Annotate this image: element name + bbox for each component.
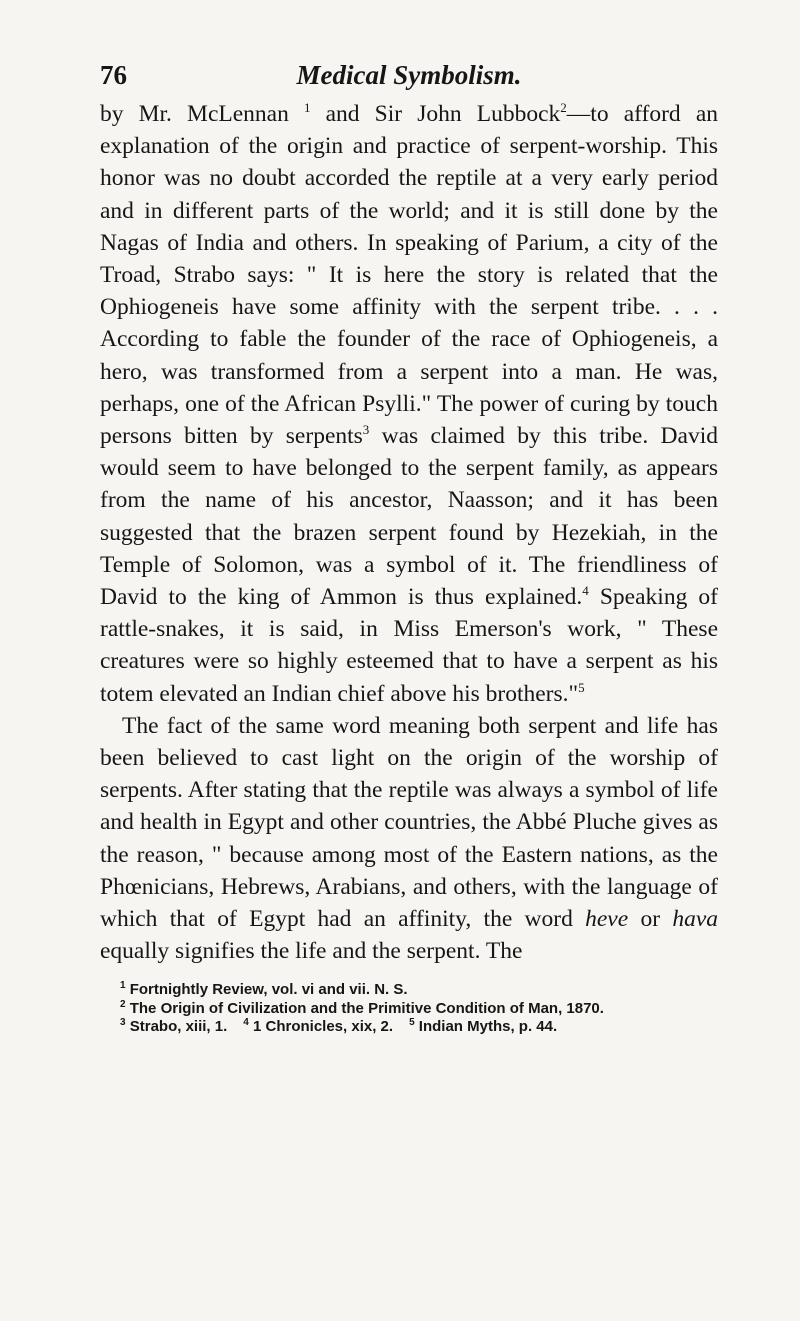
footnote-text: Strabo, xiii, 1.	[129, 1018, 228, 1036]
footnote-row-3-4-5	[120, 1018, 718, 1037]
footnote-ref-3: 3	[362, 422, 370, 438]
footnote-text: Fortnightly Review, vol. vi and vii. N. S.	[129, 981, 408, 999]
text-run: equally signifies the life and the serpent. The	[100, 938, 523, 965]
italic-word-heve: heve	[585, 906, 629, 933]
text-run: The fact of the same word meaning both serpent and life has been believed to cast light on the origin of the worship of serpents. After stating that the reptile was always a symbol of life and health in Egypt and other countries, the Abbé Pluche gives as the reason, " because among most of the Eastern nations, as the Phœnicians, Hebrews, Arabians, and others, with the language of which that of Egypt had an affinity, the word	[100, 712, 718, 933]
text-run: was claimed by this tribe. David would seem to have belonged to the serpent family, as appears from the name of his ancestor, Naasson; and it has been suggested that the brazen serpent found by Hezekiah, in the Temple of Solomon, was a symbol of it. The friendliness of David to the king of Ammon is thus explained.	[100, 423, 718, 611]
text-run: by Mr. McLennan	[100, 101, 304, 127]
paragraph-continued	[100, 98, 718, 710]
page-number: 76	[100, 60, 127, 90]
footnote-ref-4: 4	[582, 583, 589, 599]
footnotes	[100, 981, 718, 1037]
footnote-ref-5: 5	[578, 679, 585, 695]
footnote-ref-1: 1	[303, 100, 311, 116]
italic-word-hava: hava	[672, 906, 718, 933]
footnote-text: Indian Myths, p. 44.	[418, 1018, 558, 1036]
footnote-mark: 2	[120, 998, 126, 1010]
footnote-text: 1 Chronicles, xix, 2.	[253, 1018, 394, 1036]
text-run: Speaking of rattle-snakes, it is said, in Miss Emerson's work, " These creatures were so highly esteemed that to have a serpent as his totem elevated an Indian chief above his brothers."	[100, 584, 718, 707]
text-run: or	[628, 906, 673, 933]
body-text	[100, 98, 718, 967]
text-run: —to afford an explanation of the origin and practice of serpent-worship. This honor was no doubt accorded the reptile at a very early period and in different parts of the world; and it is still done by the Nagas of India and others. In speaking of Parium, a city of the Troad, Strabo says: " It is here the story is related that the Ophiogeneis have some affinity with the serpent tribe. . . . According to fable the founder of the race of Ophiogeneis, a hero, was transformed from a serpent into a man. He was, perhaps, one of the African Psylli." The power of curing by touch persons bitten by serpents	[100, 101, 718, 450]
running-title: Medical Symbolism.	[296, 60, 522, 90]
paragraph-serpent-life	[100, 710, 718, 968]
footnote-text: The Origin of Civilization and the Primitive Condition of Man, 1870.	[129, 999, 604, 1017]
footnote-1	[120, 981, 718, 1000]
page-header	[100, 36, 718, 98]
book-page	[100, 36, 718, 1037]
footnote-mark: 5	[409, 1017, 415, 1029]
footnote-mark: 3	[120, 1017, 126, 1029]
footnote-ref-2: 2	[560, 100, 567, 116]
text-run: and Sir John Lubbock	[310, 101, 561, 127]
footnote-mark: 4	[243, 1017, 249, 1029]
footnote-2	[120, 1000, 718, 1019]
footnote-mark: 1	[120, 980, 126, 992]
